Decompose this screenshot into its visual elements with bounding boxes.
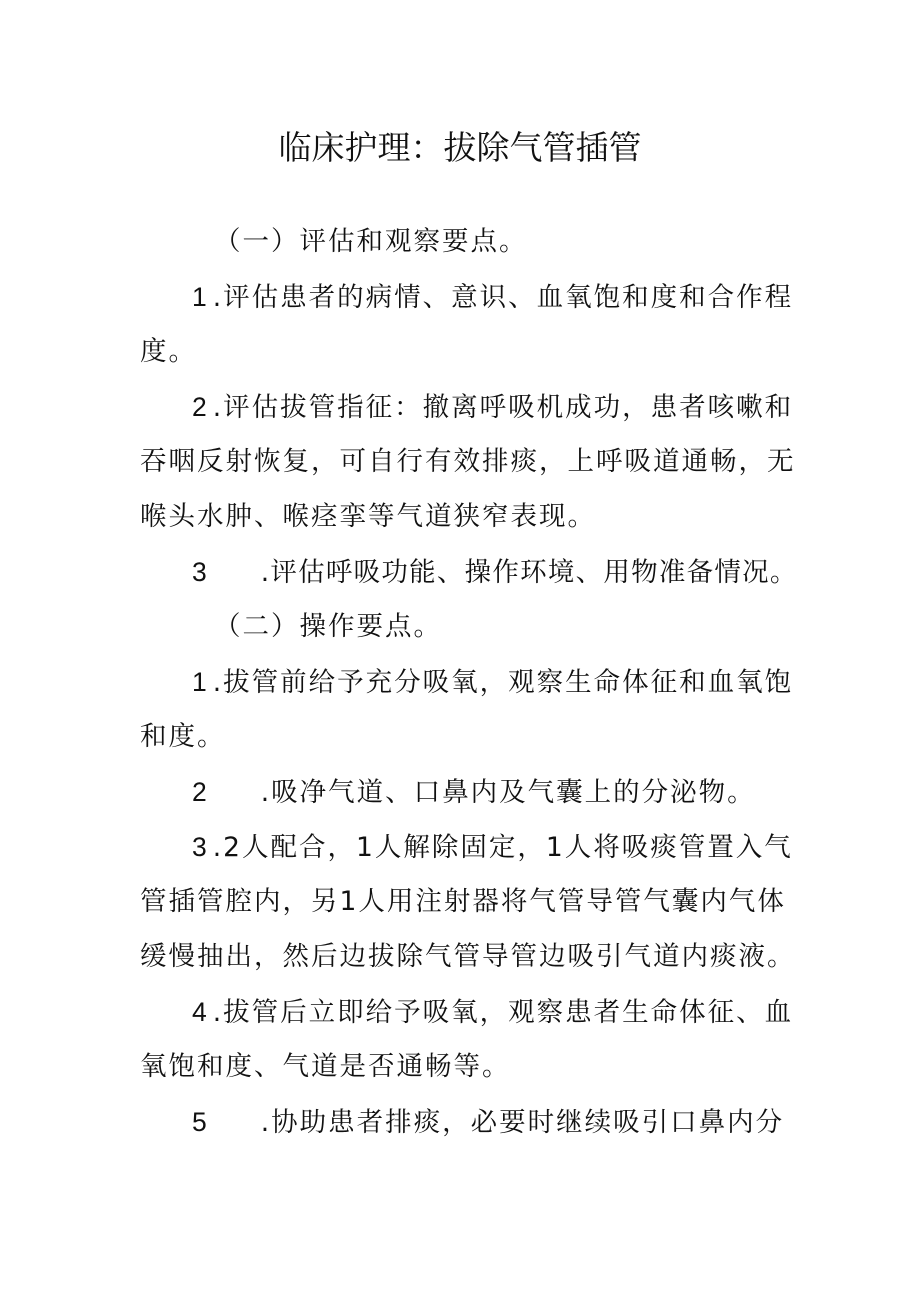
paragraph-line bbox=[140, 334, 197, 370]
line-text: 喉头水肿、喉痉挛等气道狭窄表现。 bbox=[140, 501, 596, 532]
line-text: .评估呼吸功能、操作环境、用物准备情况。 bbox=[260, 557, 798, 588]
item-number: 3 bbox=[192, 557, 207, 587]
paragraph-line bbox=[192, 389, 793, 426]
item-number: 3 bbox=[192, 832, 207, 862]
line-text: .2人配合，1人解除固定，1人将吸痰管置入气 bbox=[212, 832, 793, 863]
item-number: 1 bbox=[192, 282, 207, 312]
line-text: 管插管腔内，另1人用注射器将气管导管气囊内气体 bbox=[140, 886, 786, 917]
line-text: .拔管前给予充分吸氧，观察生命体征和血氧饱 bbox=[212, 667, 794, 698]
paragraph-line bbox=[140, 1049, 511, 1085]
item-number: 2 bbox=[192, 392, 207, 422]
line-text: 缓慢抽出，然后边拔除气管导管边吸引气道内痰液。 bbox=[140, 941, 796, 972]
paragraph-line bbox=[192, 554, 798, 591]
item-number: 2 bbox=[192, 777, 207, 807]
paragraph-line bbox=[140, 719, 226, 755]
item-number: 5 bbox=[192, 1107, 207, 1137]
paragraph-line bbox=[140, 444, 796, 480]
line-text: （二）操作要点。 bbox=[214, 611, 442, 642]
line-text: .协助患者排痰，必要时继续吸引口鼻内分 bbox=[260, 1107, 785, 1138]
line-text: .拔管后立即给予吸氧，观察患者生命体征、血 bbox=[212, 997, 794, 1028]
line-text: 度。 bbox=[140, 336, 197, 367]
item-number: 1 bbox=[192, 667, 207, 697]
paragraph-line bbox=[140, 939, 796, 975]
line-text: .评估患者的病情、意识、血氧饱和度和合作程 bbox=[212, 282, 794, 313]
paragraph-line bbox=[192, 664, 793, 701]
paragraph-line bbox=[140, 499, 596, 535]
paragraph-line bbox=[192, 994, 793, 1031]
paragraph-line bbox=[192, 1104, 784, 1141]
section-heading-1 bbox=[214, 224, 528, 260]
paragraph-line bbox=[192, 774, 756, 811]
line-text: 氧饱和度、气道是否通畅等。 bbox=[140, 1051, 511, 1082]
paragraph-line bbox=[140, 884, 786, 920]
line-text: .评估拔管指征：撤离呼吸机成功，患者咳嗽和 bbox=[212, 392, 794, 423]
paragraph-line bbox=[192, 279, 793, 316]
section-heading-2 bbox=[214, 609, 442, 645]
paragraph-line bbox=[192, 829, 793, 866]
item-number: 4 bbox=[192, 997, 207, 1027]
line-text: .吸净气道、口鼻内及气囊上的分泌物。 bbox=[260, 777, 756, 808]
line-text: 吞咽反射恢复，可自行有效排痰，上呼吸道通畅，无 bbox=[140, 446, 796, 477]
line-text: （一）评估和观察要点。 bbox=[214, 226, 528, 257]
document-title: 临床护理：拔除气管插管 bbox=[278, 128, 642, 167]
line-text: 和度。 bbox=[140, 721, 226, 752]
